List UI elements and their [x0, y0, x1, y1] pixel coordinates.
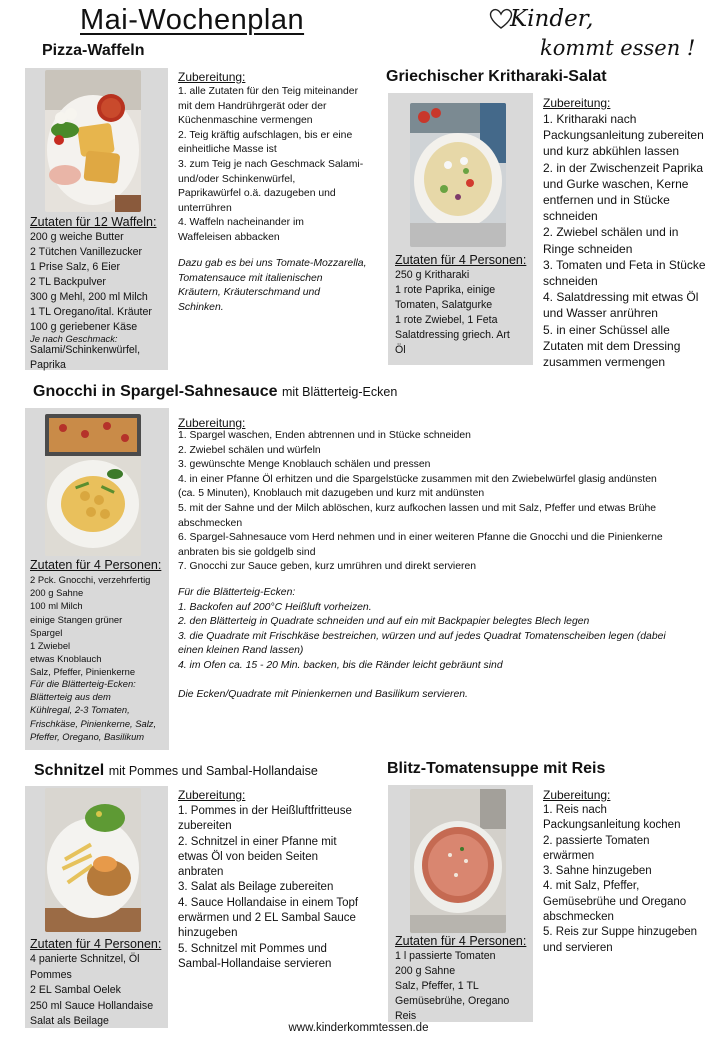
pizza-title: Pizza-Waffeln	[42, 42, 145, 59]
pizza-prep-heading: Zubereitung:	[178, 70, 246, 84]
tomato-soup-photo	[410, 789, 506, 933]
schnitzel-title	[34, 762, 318, 780]
pizza-ingredients-list: 200 g weiche Butter 2 Tütchen Vanillezucker 1 Prise Salz, 6 Eier 2 TL Backpulver 300 g Mehl, 200 ml Milch 1 TL Oregano/ital. Kräuter 100 g geriebener Käse	[30, 231, 152, 333]
gnocchi-ingredients-heading: Zutaten für 4 Personen:	[30, 558, 162, 572]
pizza-ingredients-note: Je nach Geschmack:	[30, 333, 118, 344]
schnitzel-title-text: Schnitzel	[34, 762, 105, 779]
brand-logo	[488, 6, 713, 64]
gnocchi-title	[33, 383, 397, 401]
gnocchi-ingredients-list: 2 Pck. Gnocchi, verzehrfertig 200 g Sahne 100 ml Milch einige Stangen grüner Spargel 1 Zwiebel etwas Knoblauch Salz, Pfeffer, Pinienkerne	[30, 574, 151, 678]
soup-prep-steps: 1. Reis nach Packungsanleitung kochen 2. passierte Tomaten erwärmen 3. Sahne hinzugeben 4. mit Salz, Pfeffer, Gemüsebrühe und Oregano abschmecken 5. Reis zur Suppe hinzugeben und servieren	[543, 804, 698, 954]
soup-ingredients-list: 1 l passierte Tomaten 200 g Sahne Salz, Pfeffer, 1 TL Gemüsebrühe, Oregano Reis	[395, 950, 510, 1022]
schnitzel-prep-steps: 1. Pommes in der Heißluftfritteuse zubereiten 2. Schnitzel in einer Pfanne mit etwas Öl von beiden Seiten anbraten 3. Salat als Beilage zubereiten 4. Sauce Hollandaise in einem Topf erwärmen und 2 EL Sambal Sauce hinzugeben 5. Schnitzel mit Pommes und Sambal-Hollandaise servieren	[178, 805, 359, 970]
brand-line-1: Kinder,	[510, 6, 594, 32]
schnitzel-prep-heading: Zubereitung:	[178, 788, 246, 802]
gnocchi-subtitle: mit Blätterteig-Ecken	[281, 385, 398, 399]
gnocchi-prep-heading: Zubereitung:	[178, 416, 246, 430]
gnocchi-photo	[45, 414, 141, 556]
gnocchi-note: Für die Blätterteig-Ecken: 1. Backofen auf 200°C Heißluft vorheizen. 2. den Blätterteig in Quadrate schneiden und auf ein mit Backpapier belegtes Blech legen 3. die Quadrate mit Frischkäse bestreichen, würzen und auf jedes Quadrat Tomatenscheiben legen (dabei einen kleinen Rand lassen) 4. im Ofen ca. 15 - 20 Min. backen, bis die Ränder leicht gebräunt sind	[178, 587, 666, 671]
schnitzel-ingredients-list: 4 panierte Schnitzel, Öl Pommes 2 EL Sambal Oelek 250 ml Sauce Hollandaise Salat als Beilage	[30, 953, 154, 1028]
soup-title: Blitz-Tomatensuppe mit Reis	[387, 760, 606, 777]
kritharaki-salad-photo	[410, 103, 506, 247]
page-title: Mai-Wochenplan	[80, 4, 305, 36]
kritharaki-ingredients-list: 250 g Kritharaki 1 rote Paprika, einige Tomaten, Salatgurke 1 rote Zwiebel, 1 Feta Salatdressing griech. Art Öl	[395, 269, 510, 356]
kritharaki-ingredients-heading: Zutaten für 4 Personen:	[395, 253, 527, 267]
schnitzel-ingredients-heading: Zutaten für 4 Personen:	[30, 937, 162, 951]
pizza-ingredients-extra: Salami/Schinkenwürfel, Paprika	[30, 344, 141, 371]
gnocchi-ingredients-extra: Für die Blätterteig-Ecken: Blätterteig aus dem Kühlregal, 2-3 Tomaten, Frischkäse, Pinienkerne, Salz, Pfeffer, Oregano, Basilikum	[30, 678, 157, 742]
footer-website[interactable]: www.kinderkommtessen.de	[288, 1022, 429, 1034]
pizza-waffles-photo	[45, 70, 141, 212]
pizza-note: Dazu gab es bei uns Tomate-Mozzarella, Tomatensauce mit italienischen Kräutern, Kräuterschmand und Schinken.	[178, 258, 367, 313]
soup-ingredients-heading: Zutaten für 4 Personen:	[395, 934, 527, 948]
soup-prep-heading: Zubereitung:	[543, 788, 611, 802]
kritharaki-prep-steps: 1. Kritharaki nach Packungsanleitung zubereiten und kurz abkühlen lassen 2. in der Zwischenzeit Paprika und Gurke waschen, Kerne entfernen und in Stücke schneiden 2. Zwiebel schälen und in Ringe schneiden 3. Tomaten und Feta in Stücke schneiden 4. Salatdressing mit etwas Öl und Wasser anrühren 5. in einer Schüssel alle Zutaten mit dem Dressing zusammen vermengen	[543, 112, 706, 370]
gnocchi-title-text: Gnocchi in Spargel-Sahnesauce	[33, 383, 278, 400]
gnocchi-note-2: Die Ecken/Quadrate mit Pinienkernen und Basilikum servieren.	[178, 689, 468, 700]
brand-line-2: kommt essen !	[540, 36, 696, 60]
gnocchi-prep-steps: 1. Spargel waschen, Enden abtrennen und in Stücke schneiden 2. Zwiebel schälen und würfeln 3. gewünschte Menge Knoblauch schälen und pressen 4. in einer Pfanne Öl erhitzen und die Spargelstücke zusammen mit den Zwiebelwürfel glasig andünsten (ca. 5 Minuten), Knoblauch mit dazugeben und kurz mit andünsten 5. mit der Sahne und der Milch ablöschen, kurz aufkochen lassen und mit Salz, Pfeffer und etwas Brühe abschmecken 6. Spargel-Sahnesauce vom Herd nehmen und in einer weiteren Pfanne die Gnocchi und die Pinienkerne anbraten bis sie goldgelb sind 7. Gnocchi zur Sauce geben, kurz umrühren und direkt servieren	[178, 430, 663, 573]
kritharaki-title: Griechischer Kritharaki-Salat	[386, 68, 607, 85]
schnitzel-subtitle: mit Pommes und Sambal-Hollandaise	[108, 764, 318, 778]
kritharaki-prep-heading: Zubereitung:	[543, 96, 611, 110]
pizza-ingredients-heading: Zutaten für 12 Waffeln:	[30, 215, 157, 229]
schnitzel-photo	[45, 788, 141, 932]
pizza-prep-steps: 1. alle Zutaten für den Teig miteinander mit dem Handrührgerät oder der Küchenmaschine vermengen 2. Teig kräftig aufschlagen, bis er eine einheitliche Masse ist 3. zum Teig je nach Geschmack Salami- und/oder Schinkenwürfel, Paprikawürfel o.ä. dazugeben und unterrühren 4. Waffeln nacheinander im Waffeleisen abbacken	[178, 86, 364, 243]
